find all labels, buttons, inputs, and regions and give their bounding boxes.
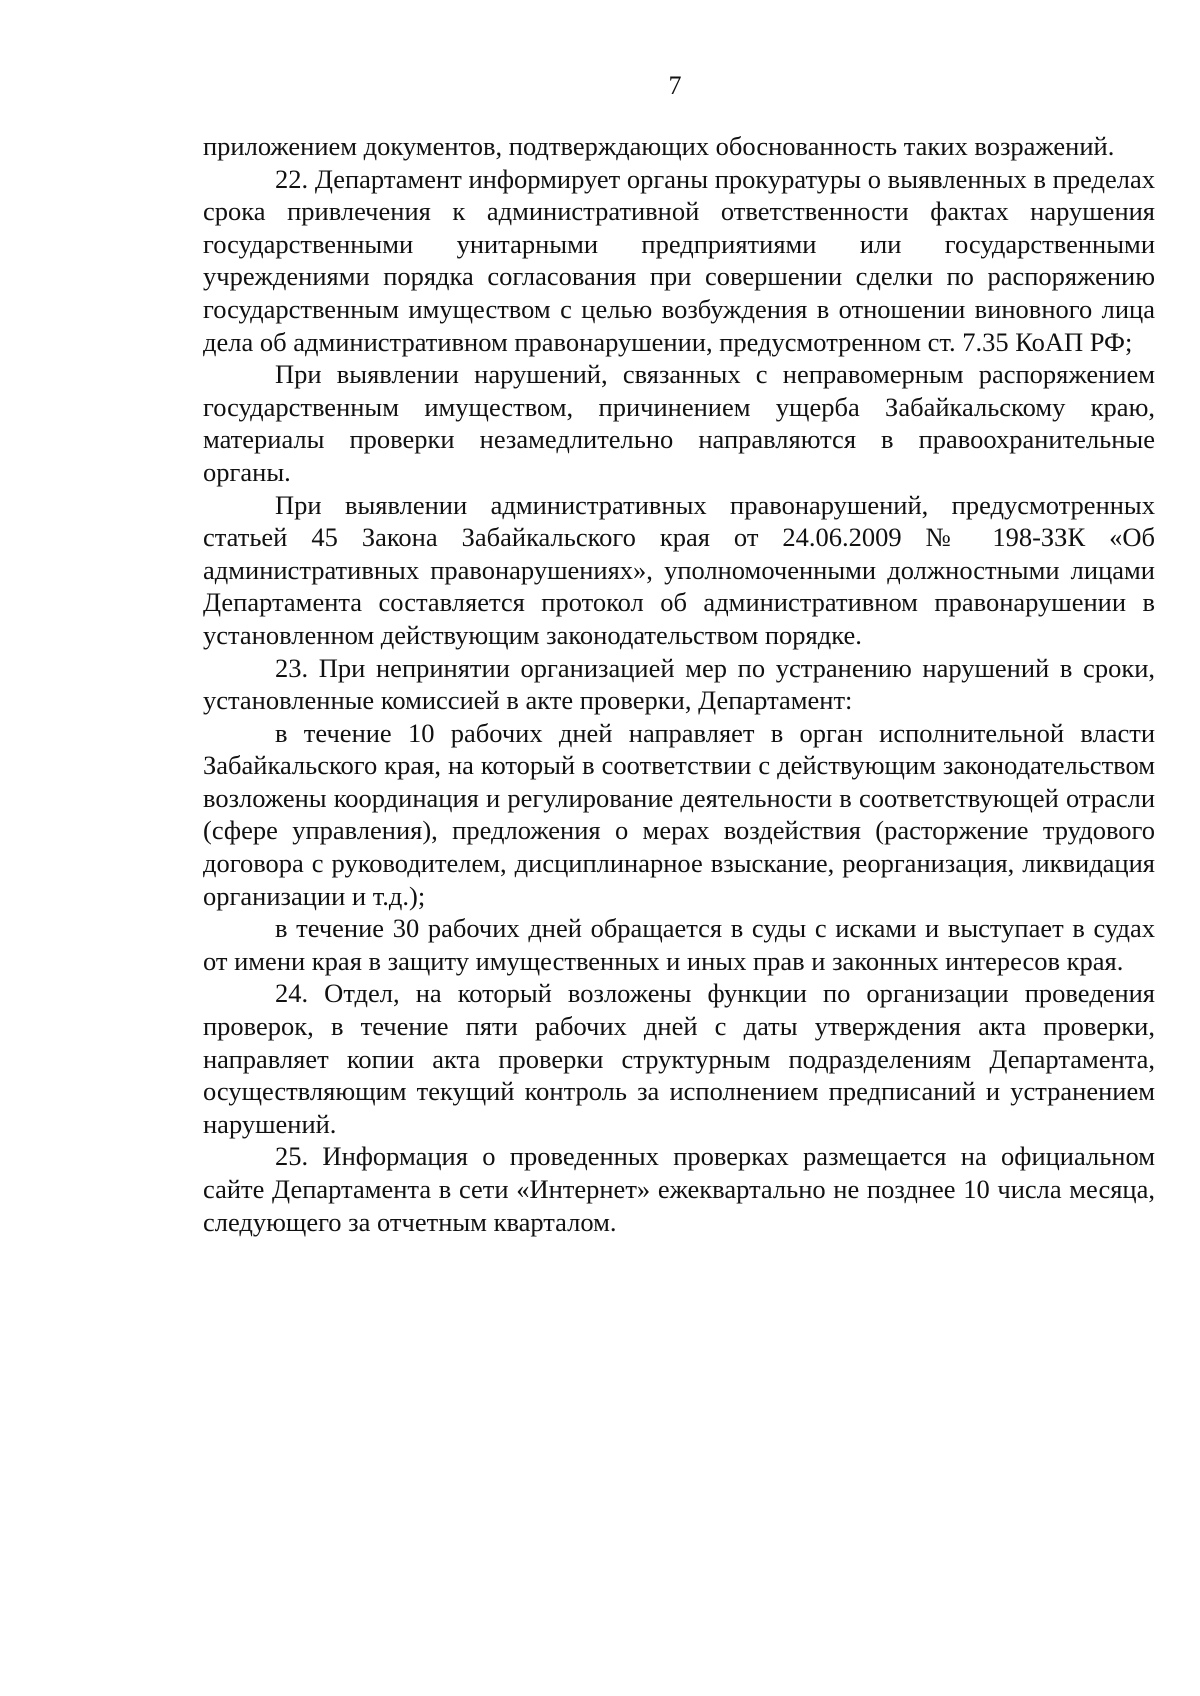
paragraph-22: 22. Департамент информирует органы прокуратуры о выявленных в пределах срока привлечения к административной ответственности фактах нарушения государственными унитарными предприятиями или государственными учреждениями порядка согласования при совершении сделки по распоряжению государственным имуществом с целью возбуждения в отношении виновного лица дела об административном правонарушении, предусмотренном ст. 7.35 КоАП РФ; <box>203 163 1155 357</box>
paragraph-25: 25. Информация о проведенных проверках размещается на официальном сайте Департамента в сети «Интернет» ежеквартально не позднее 10 числа месяца, следующего за отчетным кварталом. <box>203 1141 1155 1237</box>
paragraph-23: 23. При непринятии организацией мер по устранению нарушений в сроки, установленные комиссией в акте проверки, Департамент: <box>203 652 1155 716</box>
paragraph-continuation: приложением документов, подтверждающих обоснованность таких возражений. <box>203 131 1115 161</box>
paragraph-violations-property: При выявлении нарушений, связанных с неправомерным распоряжением государственным имуществом, причинением ущерба Забайкальскому краю, материалы проверки незамедлительно направляются в правоохранительные органы. <box>203 359 1155 487</box>
paragraph-23-item-30-days: в течение 30 рабочих дней обращается в суды с исками и выступает в судах от имени края в защиту имущественных и иных прав и законных интересов края. <box>203 913 1155 976</box>
paragraph-administrative-offenses: При выявлении административных правонарушений, предусмотренных статьей 45 Закона Забайкальского края от 24.06.2009 № 198-ЗЗК «Об административных правонарушениях», уполномоченными должностными лицами Департамента составляется протокол об административном правонарушении в установленном действующим законодательством порядке. <box>203 489 1155 650</box>
page-number: 7 <box>668 71 682 100</box>
paragraph-23-item-10-days: в течение 10 рабочих дней направляет в орган исполнительной власти Забайкальского края, на который в соответствии с действующим законодательством возложены координация и регулирование деятельности в соответствующей отрасли (сфере управления), предложения о мерах воздействия (расторжение трудового договора с руководителем, дисциплинарное взыскание, реорганизация, ликвидация организации и т.д.); <box>203 717 1155 911</box>
document-body <box>203 130 1155 1238</box>
paragraph-24: 24. Отдел, на который возложены функции по организации проведения проверок, в течение пяти рабочих дней с даты утверждения акта проверки, направляет копии акта проверки структурным подразделениям Департамента, осуществляющим текущий контроль за исполнением предписаний и устранением нарушений. <box>203 978 1155 1139</box>
